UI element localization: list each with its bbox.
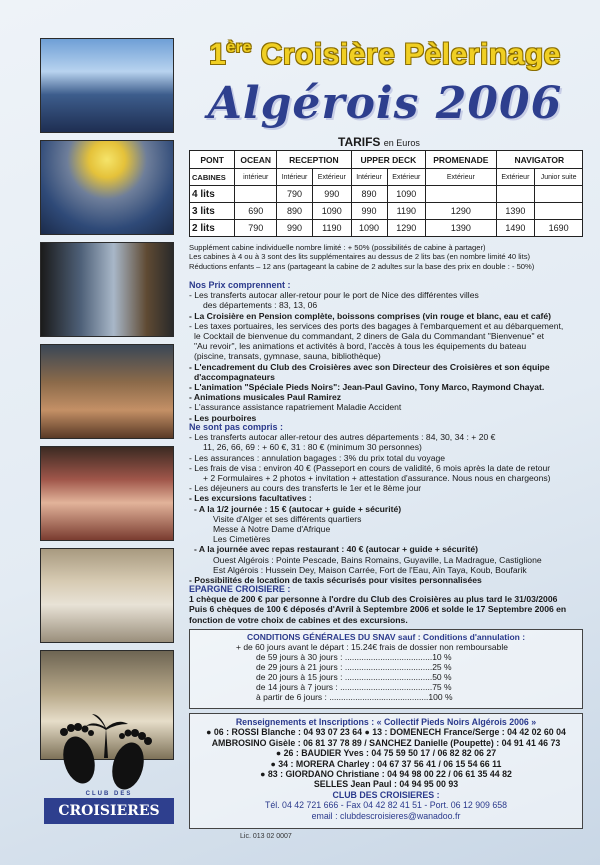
- license-number: Lic. 013 02 0007: [240, 833, 292, 840]
- tarifs-heading: TARIFS en Euros: [338, 135, 420, 149]
- logo-text: CROISIERES: [58, 803, 160, 819]
- table-header: OCEAN: [235, 151, 277, 169]
- tarifs-table: [189, 150, 583, 237]
- deck-pool-photo: [40, 140, 174, 235]
- note-line: Réductions enfants – 12 ans (partageant la cabine de 2 adultes sur la base des prix en double : - 50%): [189, 261, 535, 271]
- promenade-deck-photo: [40, 242, 174, 337]
- table-row: 4 lits 790 990 890 1090: [190, 186, 583, 203]
- conditions-box: CONDITIONS GÉNÉRALES DU SNAV sauf : Conditions d'annulation : + de 60 jours avant le départ : 15.24€ frais de dossier non remboursable de 59 jours à 30 jours : .....................................10 % de 29 jours à 21 jours : .....................................25 % de 20 jours à 15 jours : .....................................50 % de 14 jours à 7 jours : .......................................75 % à partir de 6 jours : ..........................................100 %: [189, 629, 583, 709]
- section-heading: Nos Prix comprennent :: [189, 280, 291, 290]
- cabin-photo: [40, 548, 174, 643]
- title-line2: Algérois 2006: [207, 78, 563, 129]
- note-line: Les cabines à 4 ou à 3 sont des lits supplémentaires au dessus de 2 lits bas (en nombre limité 40 lits): [189, 252, 531, 262]
- table-row: 2 lits 790 990 1190 1090 1290 1390 1490 1690: [190, 220, 583, 237]
- conditions-heading: CONDITIONS GÉNÉRALES DU SNAV sauf : Conditions d'annulation :: [246, 632, 526, 642]
- email-link[interactable]: email : clubdescroisieres@wanadoo.fr: [311, 810, 461, 821]
- epargne-block: EPARGNE CROISIERE : 1 chèque de 200 € par personne à l'ordre du Club des Croisières au plus tard le 31/03/2006 Puis 6 chèques de 100 € déposés d'Avril à Septembre 2006 et solde le 17 Septembre 2006 en fonction de votre choix de cabines et des excursions.: [189, 584, 584, 625]
- table-header: NAVIGATOR: [496, 151, 582, 169]
- logo-small-text: CLUB DES: [85, 791, 133, 797]
- ship-sea-photo: [40, 38, 174, 133]
- included-block: Nos Prix comprennent : - Les transferts autocar aller-retour pour le port de Nice des différentes villes des départements : 83, 13, 06 - La Croisière en Pension complète, boissons comprises (vin rouge et blanc, eau et café) - Les taxes portuaires, les services des ports des bagages à l'embarquement et au débarquement, le Cocktail de bienvenue du commandant, 2 diners de Gala du Commandant "Bienvenue" et "Au revoir", les animations et activités à bord, l'accès à tous les équipements du bateau (piscine, transats, gymnase, sauna, bibliothèque) - L'encadrement du Club des Croisières avec son Directeur des Croisières et son équipe d'accompagnateurs - L'animation "Spéciale Pieds Noirs": Jean-Paul Gavino, Tony Marco, Raymond Chayat. - Animations musicales Paul Ramirez - L'assurance assistance rapatriement Maladie Accident - Les pourboires: [189, 280, 584, 423]
- table-row: 3 lits 690 890 1090 990 1190 1290 1390: [190, 203, 583, 220]
- club-croisieres-logo: [42, 708, 176, 826]
- photo-column: [40, 38, 174, 767]
- tarifs-sub-row: CABINES intérieur Intérieur Extérieur Intérieur Extérieur Extérieur Extérieur Junior suite: [190, 169, 583, 186]
- notes-block: [189, 243, 584, 271]
- table-header: PONT: [190, 151, 235, 169]
- section-heading: EPARGNE CROISIERE :: [189, 584, 291, 594]
- not-included-block: Ne sont pas compris : - Les transferts autocar aller-retour des autres départements : 84, 30, 34 : + 20 € 11, 26, 66, 69 : + 60 €, 31 : 80 € (minimum 30 personnes) - Les assurances : annulation bagages : 3% du prix total du voyage - Les frais de visa : environ 40 € (Passeport en cours de validité, 6 mois après la date de retour + 2 Formulaires + 2 photos + invitation + attestation d'assurance. Nous nous en chargeons) - Les déjeuners au cours des transferts le 1er et le 8ème jour - Les excursions facultatives : - A la 1/2 journée : 15 € (autocar + guide + sécurité) Visite d'Alger et ses différents quartiers Messe à Notre Dame d'Afrique Les Cimetières - A la journée avec repas restaurant : 40 € (autocar + guide + sécurité) Ouest Algérois : Pointe Pescade, Bains Romains, Guyaville, La Madrague, Castiglione Est Algérois : Hussein Dey, Maison Carrée, Fort de l'Eau, Aïn Taya, Koub, Boufarik - Possibilités de location de taxis sécurisés pour visites personnalisées: [189, 422, 584, 585]
- table-header: PROMENADE: [426, 151, 496, 169]
- section-heading: Ne sont pas compris :: [189, 422, 284, 432]
- contacts-box: Renseignements et Inscriptions : « Collectif Pieds Noirs Algérois 2006 » ● 06 : ROSSI Blanche : 04 93 07 23 64 ● 13 : DOMENECH France/Serge : 04 42 02 60 04 AMBROSINO Gisèle : 06 81 37 78 89 / SANCHEZ Danielle (Poupette) : 04 91 41 46 73 ● 26 : BAUDIER Yves : 04 75 59 50 17 / 06 82 82 06 27 ● 34 : MORERA Charley : 04 67 37 56 41 / 06 15 54 66 11 ● 83 : GIORDANO Christiane : 04 94 98 00 22 / 06 61 35 44 82 SELLES Jean Paul : 04 94 95 00 93 CLUB DES CROISIERES : Tél. 04 42 721 666 - Fax 04 42 82 41 51 - Port. 06 12 909 658 email : clubdescroisieres@wanadoo.fr: [189, 713, 583, 829]
- note-line: Supplément cabine individuelle nombre limité : + 50% (possibilités de cabine à partager): [189, 243, 486, 252]
- restaurant-photo: [40, 446, 174, 541]
- title-line1: 1ère Croisière Pèlerinage: [209, 38, 561, 71]
- lounge-photo: [40, 344, 174, 439]
- table-header: RECEPTION: [277, 151, 352, 169]
- contacts-heading: Renseignements et Inscriptions : « Collectif Pieds Noirs Algérois 2006 »: [235, 717, 537, 727]
- table-header: UPPER DECK: [351, 151, 426, 169]
- tarifs-header-row: [190, 151, 583, 169]
